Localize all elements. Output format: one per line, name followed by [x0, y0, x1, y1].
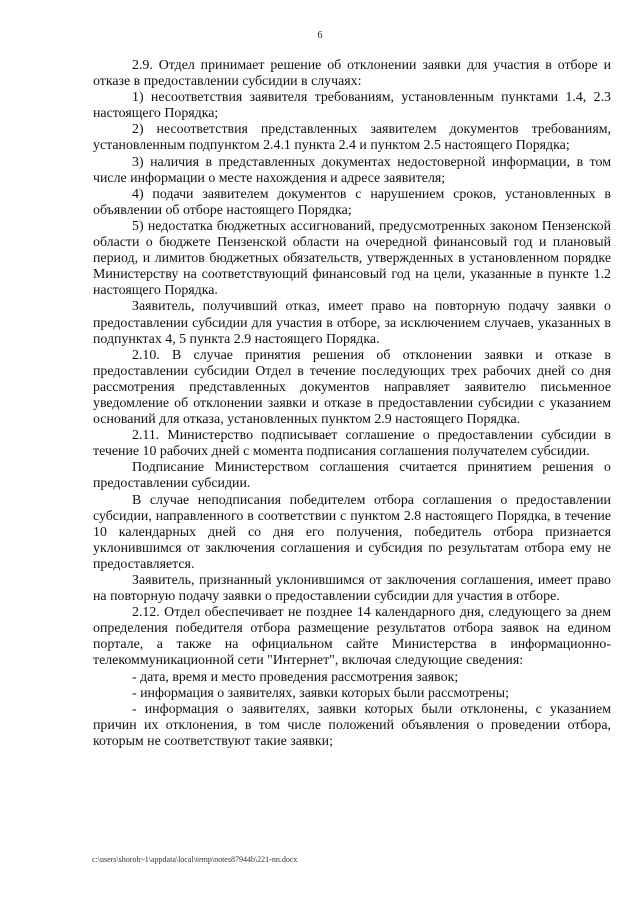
file-path-footer: c:\users\shoroh~1\appdata\local\temp\notes87944b\221-nn.docx — [92, 855, 298, 864]
list-item-5: 5) недостатка бюджетных ассигнований, предусмотренных законом Пензенской области о бюджете Пензенской области на очередной финансовый год и плановый период, и лимитов бюджетных обязательств, утвержденных в установленном порядке Министерству на соответствующий финансовый год на цели, указанные в пункте 1.2 настоящего Порядка. — [93, 218, 611, 299]
paragraph-signing: Подписание Министерством соглашения считается принятием решения о предоставлении субсидии. — [93, 460, 611, 492]
page-number: 6 — [317, 30, 323, 41]
paragraph-evader-right: Заявитель, признанный уклонившимся от заключения соглашения, имеет право на повторную подачу заявки о предоставлении субсидии для участия в отборе. — [93, 573, 611, 605]
paragraph-non-signing: В случае неподписания победителем отбора соглашения о предоставлении субсидии, направленного в соответствии с пунктом 2.8 настоящего Порядка, в течение 10 календарных дней со дня его получения, победитель отбора признается уклонившимся от заключения соглашения и субсидия по результатам отбора ему не предоставляется. — [93, 492, 611, 572]
list-item-4: 4) подачи заявителем документов с нарушением сроков, установленных в объявлении об отборе настоящего Порядка; — [93, 186, 611, 218]
list-item-1: 1) несоответствия заявителя требованиям, установленным пунктами 1.4, 2.3 настоящего Порядка; — [93, 90, 611, 122]
paragraph-2-12: 2.12. Отдел обеспечивает не позднее 14 календарного дня, следующего за днем определения победителя отбора размещение результатов отбора заявок на едином портале, а также на официальном сайте Министерства в информационно-телекоммуникационной сети "Интернет", включая следующие сведения: — [93, 605, 611, 669]
paragraph-refusal-right: Заявитель, получивший отказ, имеет право на повторную подачу заявки о предоставлении субсидии для участия в отборе, за исключением случаев, указанных в подпунктах 4, 5 пункта 2.9 настоящего Порядка. — [93, 299, 611, 347]
dash-item-reviewed: - информация о заявителях, заявки которых были рассмотрены; — [132, 685, 509, 701]
dash-item-date: - дата, время и место проведения рассмотрения заявок; — [132, 669, 459, 685]
dash-item-rejected: - информация о заявителях, заявки которых были отклонены, с указанием причин их отклонения, в том числе положений объявления о проведении отбора, которым не соответствуют такие заявки; — [93, 701, 611, 749]
paragraph-2-9: 2.9. Отдел принимает решение об отклонении заявки для участия в отборе и отказе в предоставлении субсидии в случаях: — [93, 58, 611, 90]
paragraph-2-11: 2.11. Министерство подписывает соглашение о предоставлении субсидии в течение 10 рабочих дней с момента подписания соглашения получателем субсидии. — [93, 428, 611, 460]
document-body — [93, 58, 611, 750]
list-item-2: 2) несоответствия представленных заявителем документов требованиям, установленным подпунктом 2.4.1 пункта 2.4 и пунктом 2.5 настоящего Порядка; — [93, 122, 611, 154]
list-item-3: 3) наличия в представленных документах недостоверной информации, в том числе информации о месте нахождения и адресе заявителя; — [93, 154, 611, 186]
paragraph-2-10: 2.10. В случае принятия решения об отклонении заявки и отказе в предоставлении субсидии Отдел в течение последующих трех рабочих дней со дня рассмотрения представленных документов направляет заявителю письменное уведомление об отклонении заявки и отказе в предоставлении субсидии с указанием оснований для отказа, установленных пунктом 2.9 настоящего Порядка. — [93, 347, 611, 428]
